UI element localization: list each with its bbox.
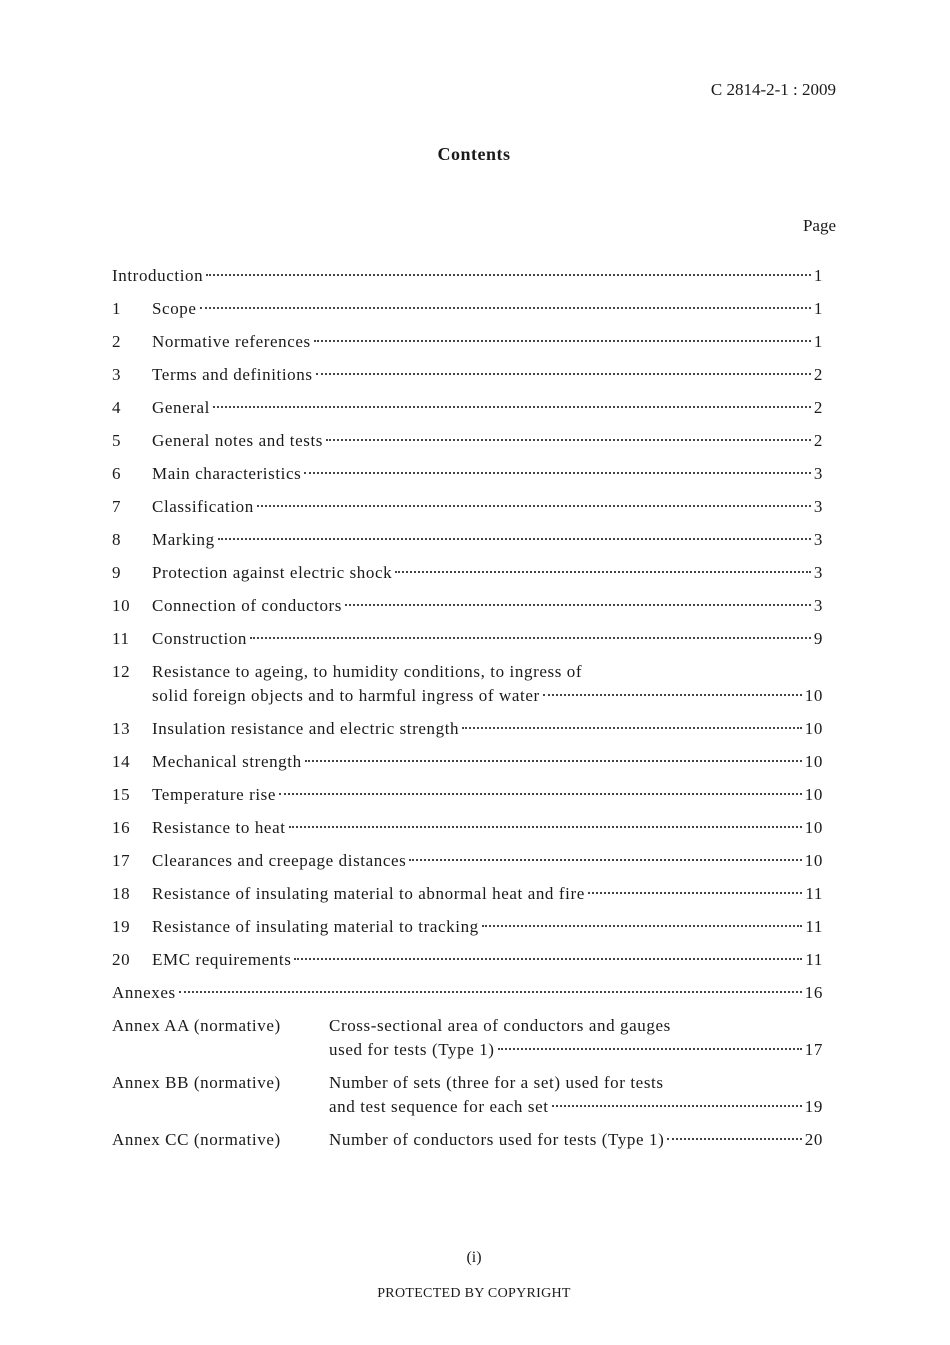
clause-number: 9 <box>112 563 122 582</box>
toc-entry-title: Terms and definitions <box>152 365 313 384</box>
toc-entry-clause-4[interactable] <box>112 396 823 429</box>
toc-entry-title: Marking <box>152 530 215 549</box>
toc-entry-clause-6[interactable] <box>112 462 823 495</box>
clause-number: 19 <box>112 917 131 936</box>
copyright-notice: PROTECTED BY COPYRIGHT <box>377 1286 571 1301</box>
toc-entry-page: 3 <box>813 464 823 483</box>
dot-leader <box>316 373 811 375</box>
toc-entry-clause-8[interactable] <box>112 528 823 561</box>
clause-number: 4 <box>112 398 122 417</box>
toc-entry-page: 9 <box>813 629 823 648</box>
annex-label: Annex BB (normative) <box>112 1073 281 1092</box>
toc-entry-page: 10 <box>804 686 823 705</box>
dot-leader <box>206 274 811 276</box>
toc-entry-title: Number of sets (three for a set) used for tests <box>329 1073 664 1092</box>
toc-entry-title-continued: solid foreign objects and to harmful ingress of water <box>152 686 540 705</box>
toc-entry-page: 3 <box>813 563 823 582</box>
dot-leader <box>409 859 801 861</box>
toc-entry-page: 16 <box>804 983 823 1002</box>
toc-entry-clause-2[interactable] <box>112 330 823 363</box>
toc-entry-annex-aa[interactable] <box>112 1014 823 1071</box>
toc-entry-title: EMC requirements <box>152 950 292 969</box>
clause-number: 7 <box>112 497 122 516</box>
dot-leader <box>213 406 811 408</box>
dot-leader <box>179 991 802 993</box>
toc-entry-title: Resistance to ageing, to humidity conditions, to ingress of <box>152 662 583 681</box>
toc-entry-clause-10[interactable] <box>112 594 823 627</box>
toc-entry-clause-3[interactable] <box>112 363 823 396</box>
toc-entry-clause-16[interactable] <box>112 816 823 849</box>
table-of-contents <box>112 264 823 1161</box>
toc-entry-clause-14[interactable] <box>112 750 823 783</box>
dot-leader <box>462 727 802 729</box>
toc-entry-page: 20 <box>804 1130 823 1149</box>
toc-entry-annexes[interactable] <box>112 981 823 1014</box>
toc-entry-page: 10 <box>804 818 823 837</box>
toc-entry-clause-20[interactable] <box>112 948 823 981</box>
toc-entry-page: 10 <box>804 785 823 804</box>
dot-leader <box>543 694 802 696</box>
toc-entry-introduction[interactable] <box>112 264 823 297</box>
toc-entry-title: General notes and tests <box>152 431 323 450</box>
toc-entry-clause-17[interactable] <box>112 849 823 882</box>
toc-entry-title: Connection of conductors <box>152 596 343 615</box>
toc-entry-page: 2 <box>813 431 823 450</box>
toc-entry-title: Introduction <box>112 266 204 285</box>
dot-leader <box>200 307 811 309</box>
clause-number: 12 <box>112 662 131 681</box>
dot-leader <box>326 439 811 441</box>
clause-number: 20 <box>112 950 131 969</box>
dot-leader <box>482 925 803 927</box>
dot-leader <box>218 538 811 540</box>
clause-number: 5 <box>112 431 122 450</box>
dot-leader <box>395 571 811 573</box>
toc-entry-title: Temperature rise <box>152 785 277 804</box>
dot-leader <box>667 1138 801 1140</box>
clause-number: 14 <box>112 752 131 771</box>
clause-number: 8 <box>112 530 122 549</box>
toc-entry-page: 10 <box>804 752 823 771</box>
clause-number: 1 <box>112 299 122 318</box>
toc-entry-page: 11 <box>805 917 823 936</box>
toc-entry-title: Number of conductors used for tests (Type 1) <box>329 1130 665 1149</box>
toc-entry-title: Resistance of insulating material to abnormal heat and fire <box>152 884 585 903</box>
toc-entry-page: 19 <box>804 1097 823 1116</box>
toc-entry-title: Resistance of insulating material to tracking <box>152 917 479 936</box>
toc-entry-title: Mechanical strength <box>152 752 302 771</box>
dot-leader <box>498 1048 802 1050</box>
toc-entry-annex-cc[interactable] <box>112 1128 823 1161</box>
clause-number: 2 <box>112 332 122 351</box>
toc-entry-page: 17 <box>804 1040 823 1059</box>
clause-number: 6 <box>112 464 122 483</box>
toc-entry-title: Construction <box>152 629 248 648</box>
toc-entry-clause-12[interactable] <box>112 660 823 717</box>
toc-entry-clause-5[interactable] <box>112 429 823 462</box>
toc-entry-title: Annexes <box>112 983 176 1002</box>
dot-leader <box>289 826 802 828</box>
dot-leader <box>305 760 802 762</box>
toc-entry-clause-13[interactable] <box>112 717 823 750</box>
dot-leader <box>314 340 811 342</box>
toc-entry-clause-9[interactable] <box>112 561 823 594</box>
toc-entry-page: 2 <box>813 365 823 384</box>
toc-entry-page: 3 <box>813 497 823 516</box>
page-title: Contents <box>437 144 511 164</box>
dot-leader <box>294 958 802 960</box>
toc-entry-clause-1[interactable] <box>112 297 823 330</box>
toc-entry-title: Cross-sectional area of conductors and gauges <box>329 1016 671 1035</box>
toc-entry-title: Normative references <box>152 332 311 351</box>
toc-entry-page: 3 <box>813 596 823 615</box>
clause-number: 18 <box>112 884 131 903</box>
toc-entry-clause-15[interactable] <box>112 783 823 816</box>
clause-number: 3 <box>112 365 122 384</box>
dot-leader <box>279 793 802 795</box>
toc-entry-title: Classification <box>152 497 254 516</box>
annex-label: Annex AA (normative) <box>112 1016 281 1035</box>
dot-leader <box>257 505 811 507</box>
dot-leader <box>588 892 803 894</box>
toc-entry-page: 11 <box>805 884 823 903</box>
toc-entry-title-continued: used for tests (Type 1) <box>329 1040 495 1059</box>
annex-label: Annex CC (normative) <box>112 1130 281 1149</box>
toc-entry-page: 2 <box>813 398 823 417</box>
toc-entry-page: 10 <box>804 851 823 870</box>
clause-number: 13 <box>112 719 131 738</box>
clause-number: 15 <box>112 785 131 804</box>
toc-entry-title: Scope <box>152 299 197 318</box>
toc-entry-annex-bb[interactable] <box>112 1071 823 1128</box>
toc-entry-clause-18[interactable] <box>112 882 823 915</box>
dot-leader <box>345 604 811 606</box>
document-id: C 2814-2-1 : 2009 <box>710 80 836 99</box>
toc-entry-page: 10 <box>804 719 823 738</box>
clause-number: 17 <box>112 851 131 870</box>
dot-leader <box>552 1105 802 1107</box>
clause-number: 11 <box>112 629 130 648</box>
toc-entry-page: 3 <box>813 530 823 549</box>
clause-number: 10 <box>112 596 131 615</box>
toc-entry-clause-7[interactable] <box>112 495 823 528</box>
toc-entry-page: 1 <box>813 266 823 285</box>
page-column-label: Page <box>802 216 836 235</box>
toc-entry-title: Main characteristics <box>152 464 302 483</box>
page-number: (i) <box>466 1249 482 1266</box>
toc-entry-title: Resistance to heat <box>152 818 286 837</box>
dot-leader <box>304 472 811 474</box>
toc-entry-clause-11[interactable] <box>112 627 823 660</box>
toc-entry-page: 1 <box>813 299 823 318</box>
toc-entry-clause-19[interactable] <box>112 915 823 948</box>
dot-leader <box>250 637 811 639</box>
toc-entry-page: 1 <box>813 332 823 351</box>
clause-number: 16 <box>112 818 131 837</box>
toc-entry-title: Protection against electric shock <box>152 563 393 582</box>
toc-entry-title: Clearances and creepage distances <box>152 851 407 870</box>
toc-entry-title: General <box>152 398 210 417</box>
toc-entry-page: 11 <box>805 950 823 969</box>
toc-entry-title: Insulation resistance and electric strength <box>152 719 460 738</box>
toc-entry-title-continued: and test sequence for each set <box>329 1097 549 1116</box>
